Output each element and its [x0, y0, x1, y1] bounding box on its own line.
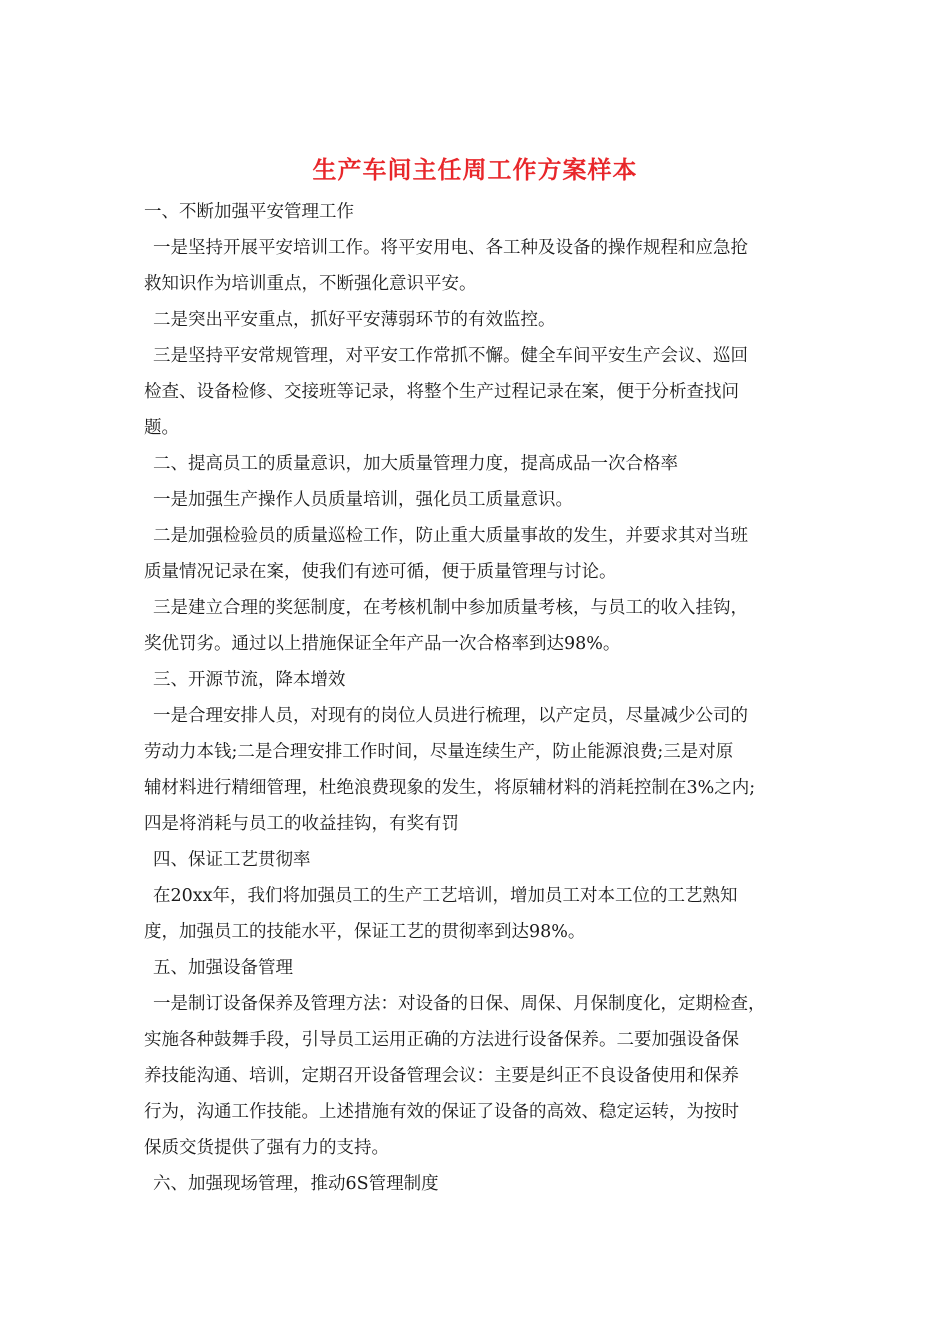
text-line: 题。 [144, 418, 179, 438]
text-line: 在20xx年，我们将加强员工的生产工艺培训，增加员工对本工位的工艺熟知 [153, 886, 738, 906]
text-line: 奖优罚劣。通过以上措施保证全年产品一次合格率到达98%。 [144, 634, 621, 654]
text-line: 度，加强员工的技能水平，保证工艺的贯彻率到达98%。 [144, 922, 586, 942]
text-line: 四、保证工艺贯彻率 [153, 850, 311, 870]
text-line: 一是制订设备保养及管理方法：对设备的日保、周保、月保制度化，定期检查， [153, 994, 766, 1014]
text-line: 行为，沟通工作技能。上述措施有效的保证了设备的高效、稳定运转，为按时 [144, 1102, 739, 1122]
text-line: 救知识作为培训重点，不断强化意识平安。 [144, 274, 477, 294]
text-line: 六、加强现场管理，推动6S管理制度 [153, 1174, 439, 1194]
text-line: 一是坚持开展平安培训工作。将平安用电、各工种及设备的操作规程和应急抢 [153, 238, 748, 258]
text-line: 三、开源节流，降本增效 [153, 670, 346, 690]
text-line: 二、提高员工的质量意识，加大质量管理力度，提高成品一次合格率 [153, 454, 678, 474]
text-line: 质量情况记录在案，使我们有迹可循，便于质量管理与讨论。 [144, 562, 617, 582]
text-line: 四是将消耗与员工的收益挂钩，有奖有罚 [144, 814, 459, 834]
text-line: 辅材料进行精细管理，杜绝浪费现象的发生，将原辅材料的消耗控制在3%之内; [144, 778, 756, 798]
text-line: 养技能沟通、培训，定期召开设备管理会议：主要是纠正不良设备使用和保养 [144, 1066, 739, 1086]
text-line: 检查、设备检修、交接班等记录，将整个生产过程记录在案，便于分析查找问 [144, 382, 739, 402]
text-line: 一、不断加强平安管理工作 [144, 202, 354, 222]
document-body [144, 194, 812, 1202]
text-line: 二是加强检验员的质量巡检工作，防止重大质量事故的发生，并要求其对当班 [153, 526, 748, 546]
document-title: 生产车间主任周工作方案样本 [312, 155, 638, 184]
text-line: 劳动力本钱;二是合理安排工作时间，尽量连续生产，防止能源浪费;三是对原 [144, 742, 734, 762]
text-line: 一是加强生产操作人员质量培训，强化员工质量意识。 [153, 490, 573, 510]
text-line: 五、加强设备管理 [153, 958, 293, 978]
text-line: 保质交货提供了强有力的支持。 [144, 1138, 389, 1158]
text-line: 三是坚持平安常规管理，对平安工作常抓不懈。健全车间平安生产会议、巡回 [153, 346, 748, 366]
text-line: 一是合理安排人员，对现有的岗位人员进行梳理，以产定员，尽量减少公司的 [153, 706, 748, 726]
text-line: 三是建立合理的奖惩制度，在考核机制中参加质量考核，与员工的收入挂钩， [153, 598, 748, 618]
text-line: 二是突出平安重点，抓好平安薄弱环节的有效监控。 [153, 310, 556, 330]
text-line: 实施各种鼓舞手段，引导员工运用正确的方法进行设备保养。二要加强设备保 [144, 1030, 739, 1050]
